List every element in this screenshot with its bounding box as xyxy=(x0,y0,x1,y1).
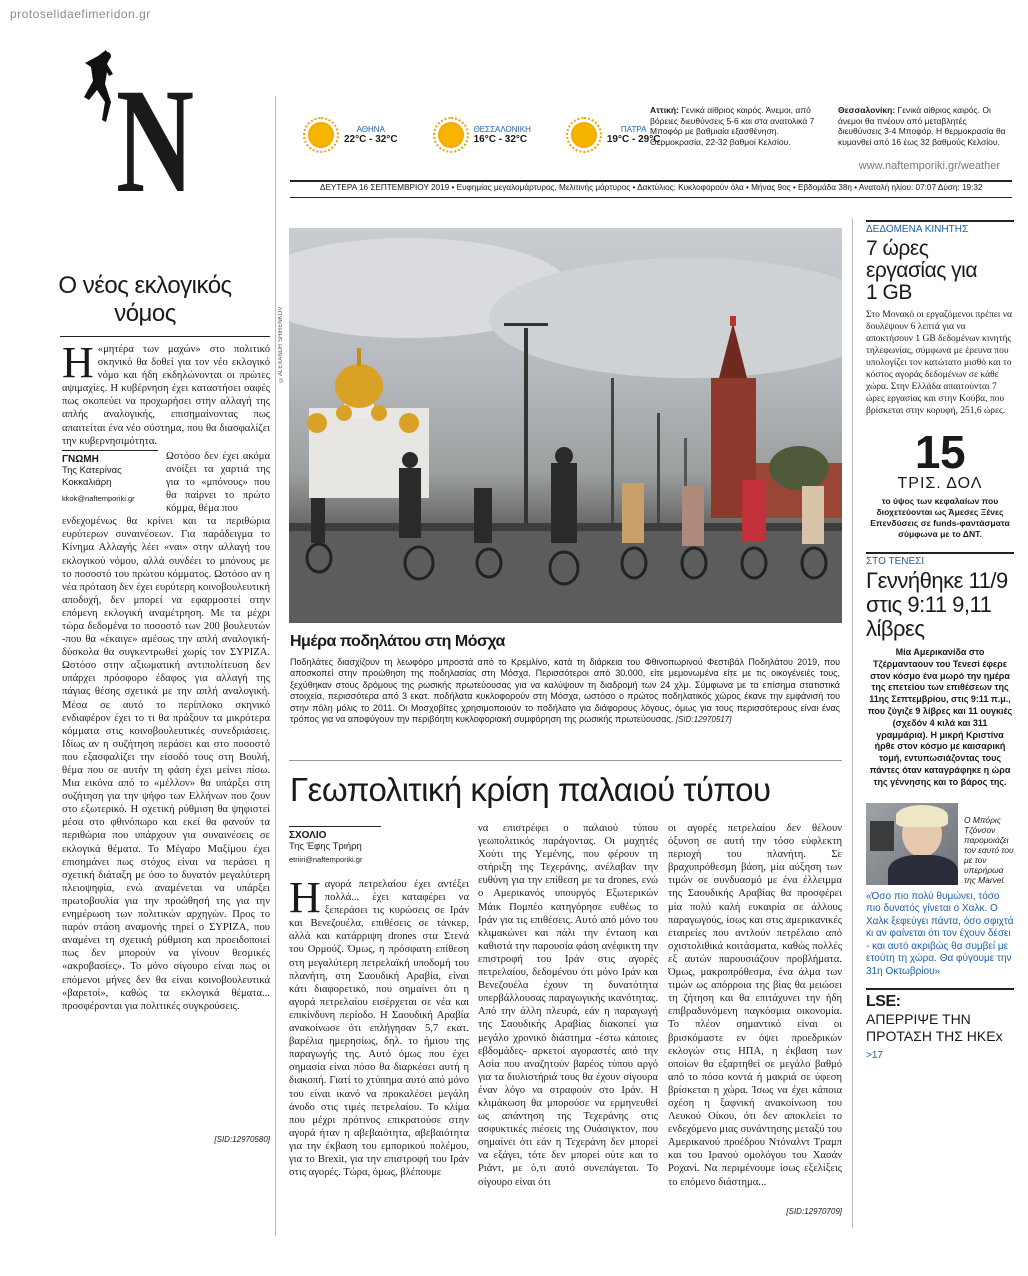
article-col2-text: να επιστρέφει ο παλαιού τύπου γεωπολιτικός παράγοντας. Οι μαχητές Χούτι της Υεμένης, που φέρουν τη στήριξη της Τεχεράνης, ανέλαβαν την ευθύνη για την επίθεση με τα drones, ενώ ο Αμερικανός υπουργός Εξωτερικών Μάικ Πομπέο κατηγόρησε ευθέως το Ιράν για τις επιθέσεις. Αυτό από μόνο του κλιμακώνει και πάλι την ένταση και καθιστά την παρουσία φάση ανέφικτη την επιστροφή του Ιράν στις αγορές πετρελαίου, δεδομένου ότι μόνο Ιράν και Βενεζουέλα έχουν τη δυνατότητα υπερβάλλουσας παραγωγικής ικανότητας. Από την άλλη πλευρά, εάν η παραγωγή της Σαουδικής Αραβίας διακοπεί για μεγάλο χρονικό διάστημα -έστω κάποιες εβδομάδες- αρκετοί αγοραστές από την Ασία που αναζητούν βαρέος τύπου αργό για τα διυλιστήριά τους θα έχουν σίγουρα έναν λόγο να στραφούν στο Ιράν. Η κλιμάκωση θα μπορούσε να ερμηνευθεί ως απάντηση της Τεχεράνης στις ασφυκτικές πιέσεις της Ουάσιγκτον, που σημαίνει ότι εάν η Τεχεράνη δεν μπορεί να εξάγει, τότε δεν μπορεί ούτε και το Ριάντ, με ό,τι αυτό συνεπάγεται. Το σίγουρο είναι ότι xyxy=(478,823,658,1188)
weather-cities xyxy=(308,122,660,148)
moscow-bike-photo xyxy=(289,228,842,623)
article-col1-text xyxy=(289,878,469,1218)
tenesi-tag: ΣΤΟ ΤΕΝΕΣΙ xyxy=(866,552,1014,567)
sun-icon xyxy=(438,122,464,148)
thess-label: Θεσσαλονίκη: xyxy=(838,105,896,115)
mobile-text: Στο Μονακό οι εργαζόμενοι πρέπει να δουλέψουν 6 λεπτά για να αποκτήσουν 1 GB δεδομένων κινητής τηλεφωνίας, σύμφωνα με έρευνα που υπολογίζει τον κατώτατο μισθό και το κόστος αγοράς δεδομένων σε κάθε χώρα. Στην Ελλάδα απαιτούνται 7 ώρες εργασίας και στην Κούβα, που βρίσκεται στην κορυφή, 251,6 ώρες. xyxy=(866,310,1012,416)
weather-panel xyxy=(290,100,1010,178)
sidebar xyxy=(866,220,1014,1064)
article-email[interactable]: etriiri@naftemporiki.gr xyxy=(289,855,363,864)
photo-credit: ©ALEXANDR SHIRENKOV xyxy=(278,306,284,382)
masthead-letter: N xyxy=(116,58,194,224)
weather-thessaloniki xyxy=(838,105,1006,147)
opinion-dropcap: Η xyxy=(62,338,94,387)
opinion-tag: ΓΝΩΜΗ xyxy=(62,450,158,465)
opinion-byline-row xyxy=(20,450,270,515)
masthead-logo xyxy=(78,48,198,228)
opinion-side-text: Ωστόσο δεν έχει ακόμα ανοίξει τα χαρτιά της για το «μπόνους» που θα παίρνει το πρώτο κόμμα, θέμα που xyxy=(166,450,270,515)
city-name: ΘΕΣΣΑΛΟΝΙΚΗ xyxy=(473,125,531,134)
figure-number: 15 xyxy=(914,426,966,478)
article-headline: Γεωπολιτική κρίση παλαιού τύπου xyxy=(290,771,771,808)
photo-caption xyxy=(290,657,840,725)
opinion-email[interactable]: kkok@naftemporiki.gr xyxy=(62,493,135,503)
article-dropcap: Η xyxy=(289,878,321,922)
dateline: ΔΕΥΤΕΡΑ 16 ΣΕΠΤΕΜΒΡΙΟΥ 2019 • Ευφημίας μεγαλομάρτυρος, Μελιτινής μάρτυρος • Δακτύλιος: Κυκλοφορούν όλα • Μήνας 9ος • Εβδομάδα 38η • Ανατολή ηλίου: 07:07 Δύση: 19:32 xyxy=(320,183,983,192)
tenesi-title: Γεννήθηκε 11/9 στις 9:11 9,11 λίβρες xyxy=(866,568,1008,641)
opinion-title: Ο νέος εκλογικός νόμος xyxy=(58,272,232,327)
site-watermark: protoselidaefimeridon.gr xyxy=(10,7,151,21)
boris-caption: Ο Μπόρις Τζόνσον παρομοιάζει τον εαυτό του με τον υπερήρωα της Marvel. xyxy=(964,814,1014,885)
opinion-intro: «μητέρα των μαχών» στο πολιτικό σκηνικό θα δοθεί για τον νέο εκλογικό νόμο και ήδη εκδηλώνονται οι πρώτες αψιμαχίες. Η κυβέρνηση έχει καταστήσει σαφές πως σκοπεύει να προχωρήσει στην αλλαγή της απλής αναλογικής, επισημαίνοντας πως απαιτείται ένα νέο σύστημα, που θα διασφαλίζει την κυβερνησιμότητα. xyxy=(62,344,270,447)
thess-text: Γενικά αίθριος καιρός. Οι άνεμοι θα πνέουν από μεταβλητές διευθύνσεις 3-4 Μποφόρ. Η θερμοκρασία θα κυμανθεί από 16 έως 32 βαθμούς Κελσίου. xyxy=(838,105,1006,147)
article-col-1 xyxy=(289,826,469,1221)
weather-attiki xyxy=(650,105,828,147)
weather-city xyxy=(308,122,398,148)
opinion-byline xyxy=(62,450,158,515)
opinion-column xyxy=(20,272,270,1144)
sun-icon xyxy=(571,122,597,148)
attiki-text: Γενικά αίθριος καιρός. Άνεμοι, από βόρειες διευθύνσεις 5-6 και στα ανατολικά 7 Μποφόρ με βαθμιαία εξασθένηση. Θερμοκρασία, 22-32 βαθμοί Κελσίου. xyxy=(650,105,815,147)
photo-caption-title: Ημέρα ποδηλάτου στη Μόσχα xyxy=(290,633,505,650)
tenesi-text: Μία Αμερικανίδα στο Τζέρμανταουν του Τενεσί έφερε στον κόσμο ένα μωρό την ημέρα της επετείου των επιθέσεων της 11ης Σεπτεμβρίου, στις 9:11 π.μ., που ζύγιζε 9 λίβρες και 11 ουγκιές (σχεδόν 4 κιλά και 311 γραμμάρια). Η μικρή Κριστίνα ήρθε στον κόσμο με καισαρική τομή, εντυπωσιάζοντας τους πάντες όταν καταγράφηκε η ώρα της γέννησης και το βάρος της. xyxy=(867,647,1013,787)
mobile-tag: ΔΕΔΟΜΕΝΑ ΚΙΝΗΤΗΣ xyxy=(866,220,1014,235)
article-sid: [SID:12970709] xyxy=(786,1207,842,1216)
lse-tag: LSE: xyxy=(866,993,901,1011)
figure-text: το ύψος των κεφαλαίων που διοχετεύονται ως Άμεσες Ξένες Επενδύσεις σε funds-φαντάσματα σύμφωνα με το ΔΝΤ. xyxy=(870,496,1010,539)
sun-icon xyxy=(308,122,334,148)
photo-sid: [SID:12970517] xyxy=(675,715,732,725)
opinion-intro-block xyxy=(20,338,270,448)
article-col1-body: αγορά πετρελαίου έχει αντέξει πολλά... έχει καταφέρει να ξεπεράσει τις κυρώσεις σε Ιράν και Βενεζουέλα, επιθέσεις σε τάνκερ, αλλά και κατάρριψη drones στα Στενά του Ορμούζ. Όμως, η πρόσφατη επίθεση στη μεγαλύτερη πετρελαϊκή υποδομή του πλανήτη, στη Σαουδική Αραβία, είναι κάτι διαφορετικό, που σημαίνει ότι η αγορά πετρελαίου εισέρχεται σε νέα και επικίνδυνη περίοδο. Η Σαουδική Αραβία ανακοίνωσε ότι επλήγησαν 5,7 εκατ. βαρέλια ημερησίως, δηλ. το ήμισυ της παραγωγής της. Αυτό όμως που έχει σημασία είναι πόσο θα διαρκέσει αυτή η διακοπή. Γιατί το χτύπημα αυτό από μόνο του είναι ικανό να προκαλέσει μεγάλη άνοδο στις τιμές πετρελαίου. Το κλίμα που μέχρι πρότινος επικρατούσε στην αγορά ήταν η αβεβαιότητα, αβεβαιότητα για την έκβαση του εμπορικού πολέμου, για το Brexit, για την επιστροφή του Ιράν στις αγορές. Τώρα, όμως, βλέπουμε xyxy=(289,879,469,1179)
boris-block xyxy=(866,803,1014,885)
article-tag: ΣΧΟΛΙΟ xyxy=(289,826,381,841)
opinion-body: ενδεχομένως θα κρίνει και τα περιθώρια ευρύτερων συναινέσεων. Για παράδειγμα το Κίνημα Αλλαγής λέει «ναι» στην αλλαγή του εκλογικού νόμου, αλλά συνδέει το μπόνους με το ποσοστό του πρώτου κόμματος. Ωστόσο αν η νέα πρόταση δεν έχει ευρύτερη κοινοβουλευτική αποδοχή, δεν μπορεί να εφαρμοστεί στην επόμενη εκλογική αναμέτρηση. Με τα μέχρι τώρα δεδομένα το ποσοστό των 200 βουλευτών -που θα «έκαιγε» αμέσως την απλή αναλογική- δύσκολα θα συγκεντρωθεί χωρίς τον ΣΥΡΙΖΑ. Ωστόσο στην αξιωματική αντιπολίτευση δεν υπάρχει πρόσφορο έδαφος για αλλαγή της πάγιας θέσης σχετικά με την απλή αναλογική. Μέσα σε αυτό το περίπλοκο σκηνικό ενδιαφέρον έχει το τι θα πράξουν τα μικρότερα κόμματα στις κοινοβουλευτικές συνεδριάσεις. Ιδίως αν η συζήτηση περάσει και στο ποσοστό που εξασφαλίζει την είσοδό τους στη Βουλή, θέμα που σε αυτήν τη φάση έχει μείνει πίσω. Μια εικόνα από το «μέλλον» θα υπάρξει στη συζήτηση για την ψήφο των Ελλήνων που ζουν στο εξωτερικό. Η σχετική ρύθμιση θα ψηφιστεί μέσα στο φθινόπωρο και εκεί θα φανούν τα περιθώρια που υπάρχουν για συναινέσεις σε εκλογικά θέματα. Το Μέγαρο Μαξίμου έχει επισημάνει πως στόχος είναι να περάσει η σχετική διάταξη με όσο το δυνατόν μεγαλύτερη πλειοψηφία, ενώ αναμένεται να υπάρξει πρωτοβουλία για την προώθησή της για την ενημέρωση των πολιτικών αρχηγών. Προς το παρόν στάση αναμονής τηρεί ο ΣΥΡΙΖΑ, που αναμένει τη σχετική ρύθμιση και προειδοποιεί πως δεν μπορούν να γίνουν θεσμικές «ακροβασίες». Το μόνο σίγουρο είναι πως οι επόμενοι μήνες δεν θα είναι κοινοβουλευτικά «βαρετοί», καθώς τα εκλογικά θέματα... προσφέρονται για πολιτικές συγκρούσεις. xyxy=(62,516,270,1012)
article-col-3 xyxy=(668,822,842,1222)
article-col3-text: οι αγορές πετρελαίου δεν θέλουν όξυνση σε αυτή την τόσο εύφλεκτη περιοχή του πλανήτη. Σε βραχυπρόθεσμη βάση, μία αύξηση των τιμών σε συνδυασμό με ένα έλλειμμα της Σαουδικής Αραβίας θα προσφέρει μία πολύ καλή ευκαιρία σε άλλους παραγωγούς, ίσως και στις αμερικανικές εταιρείες που αντλούν πετρέλαιο από σχιστολιθικά κοιτάσματα, καθώς πολλές εξ αυτών παρουσιάζουν προβλήματα. Όμως, μακροπρόθεσμα, ένα άλμα των τιμών ως απόρροια της βίας θα μειώσει τη ζήτηση και θα επιτάχυνει την ήδη επιβραδυνόμενη παγκόσμια οικονομία. Το πλέον σημαντικό είναι οι βρισκόμαστε εν όψει προεδρικών εκλογών στις ΗΠΑ, η έκβαση των οποίων θα εξαρτηθεί σε μεγάλο βαθμό από το πόσο κοντά ή μακριά σε ύφεση βρίσκεται η χώρα. Ίσως να έχει κάποια σχέση η ξαφνική ανακοίνωση του Λευκού Οίκου, ότι δεν αποκλείει το ενδεχόμενο μιας συνάντησης μεταξύ του Αμερικανού προέδρου Ντόναλντ Τραμπ και του Ιρανού ομολόγου του Χασάν Ροχανί. Να περιμένουμε ίσως εξελίξεις το επόμενο διάστημα... xyxy=(668,823,842,1188)
mobile-title: 7 ώρες εργασίας για 1 GB xyxy=(866,237,977,304)
article-author: Της Έφης Τριήρη xyxy=(289,841,362,852)
lse-block xyxy=(866,988,1014,1064)
lse-ref[interactable]: >17 xyxy=(866,1050,883,1062)
weather-city xyxy=(571,122,661,148)
city-temp: 16°C - 32°C xyxy=(473,134,528,145)
opinion-author: Της Κατερίνας Κοκκαλιάρη xyxy=(62,464,122,488)
boris-photo xyxy=(866,803,958,885)
city-temp: 19°C - 29°C xyxy=(606,134,661,145)
weather-link[interactable]: www.naftemporiki.gr/weather xyxy=(858,160,1000,172)
city-name: ΑΘΗΝΑ xyxy=(356,125,385,134)
city-name: ΠΑΤΡΑ xyxy=(620,125,647,134)
lse-title-row xyxy=(866,1011,1014,1064)
photo-caption-text: Ποδηλάτες διασχίζουν τη λεωφόρο μπροστά από το Κρεμλίνο, κατά τη διάρκεια του Φθινοπωρινού Φεστιβάλ Ποδηλάτου 2019, που αποσκοπεί στην προώθηση της ποδηλασίας στη Μόσχα. Περισσότεροι από 30.000, είτε μεμονωμένα είτε με τις οικογένειές τους, ξεχύθηκαν στους δρόμους της ρωσικής πρωτεύουσας για να καλύψουν τη διαδρομή των 24 χλμ. Σύμφωνα με τα επίσημα στατιστικά στοιχεία, περισσότερα από 3 εκατ. ποδήλατα κυκλοφορούν στη Μόσχα, ωστόσο ο πρώτος ποδηλατικός χώρος έκανε την εμφάνισή του στην πόλη μόλις το 2011. Οι Μοσχοβίτες χρησιμοποιούν το ποδήλατο για διάφορους λόγους, όμως για τους περισσότερους είναι ένας τρόπος για να αποφύγουν την περιβόητη κυκλοφοριακή συμφόρηση της ρωσικής πρωτεύουσας. xyxy=(290,657,840,725)
attiki-label: Αττική: xyxy=(650,105,679,115)
lse-title: ΑΠΕΡΡΙΨΕ ΤΗΝ ΠΡΟΤΑΣΗ ΤΗΣ ΗΚΕx xyxy=(866,1011,1003,1045)
photo-scene xyxy=(289,228,842,623)
figure-unit: ΤΡΙΣ. ΔΟΛ xyxy=(897,475,983,492)
boris-quote: «Όσο πιο πολύ θυμώνει, τόσο πιο δυνατός γίνεται ο Χαλκ. Ο Χαλκ ξεφεύγει πάντα, όσο σφιχτά κι αν φαίνεται ότι τον έχουν δέσει - και αυτό ακριβώς θα συμβεί με ετούτη τη χώρα. Θα φύγουμε την 31η Οκτωβρίου» xyxy=(866,890,1014,977)
city-temp: 22°C - 32°C xyxy=(344,134,398,145)
weather-city xyxy=(438,122,531,148)
opinion-sid: [SID:12970580] xyxy=(214,1135,270,1145)
